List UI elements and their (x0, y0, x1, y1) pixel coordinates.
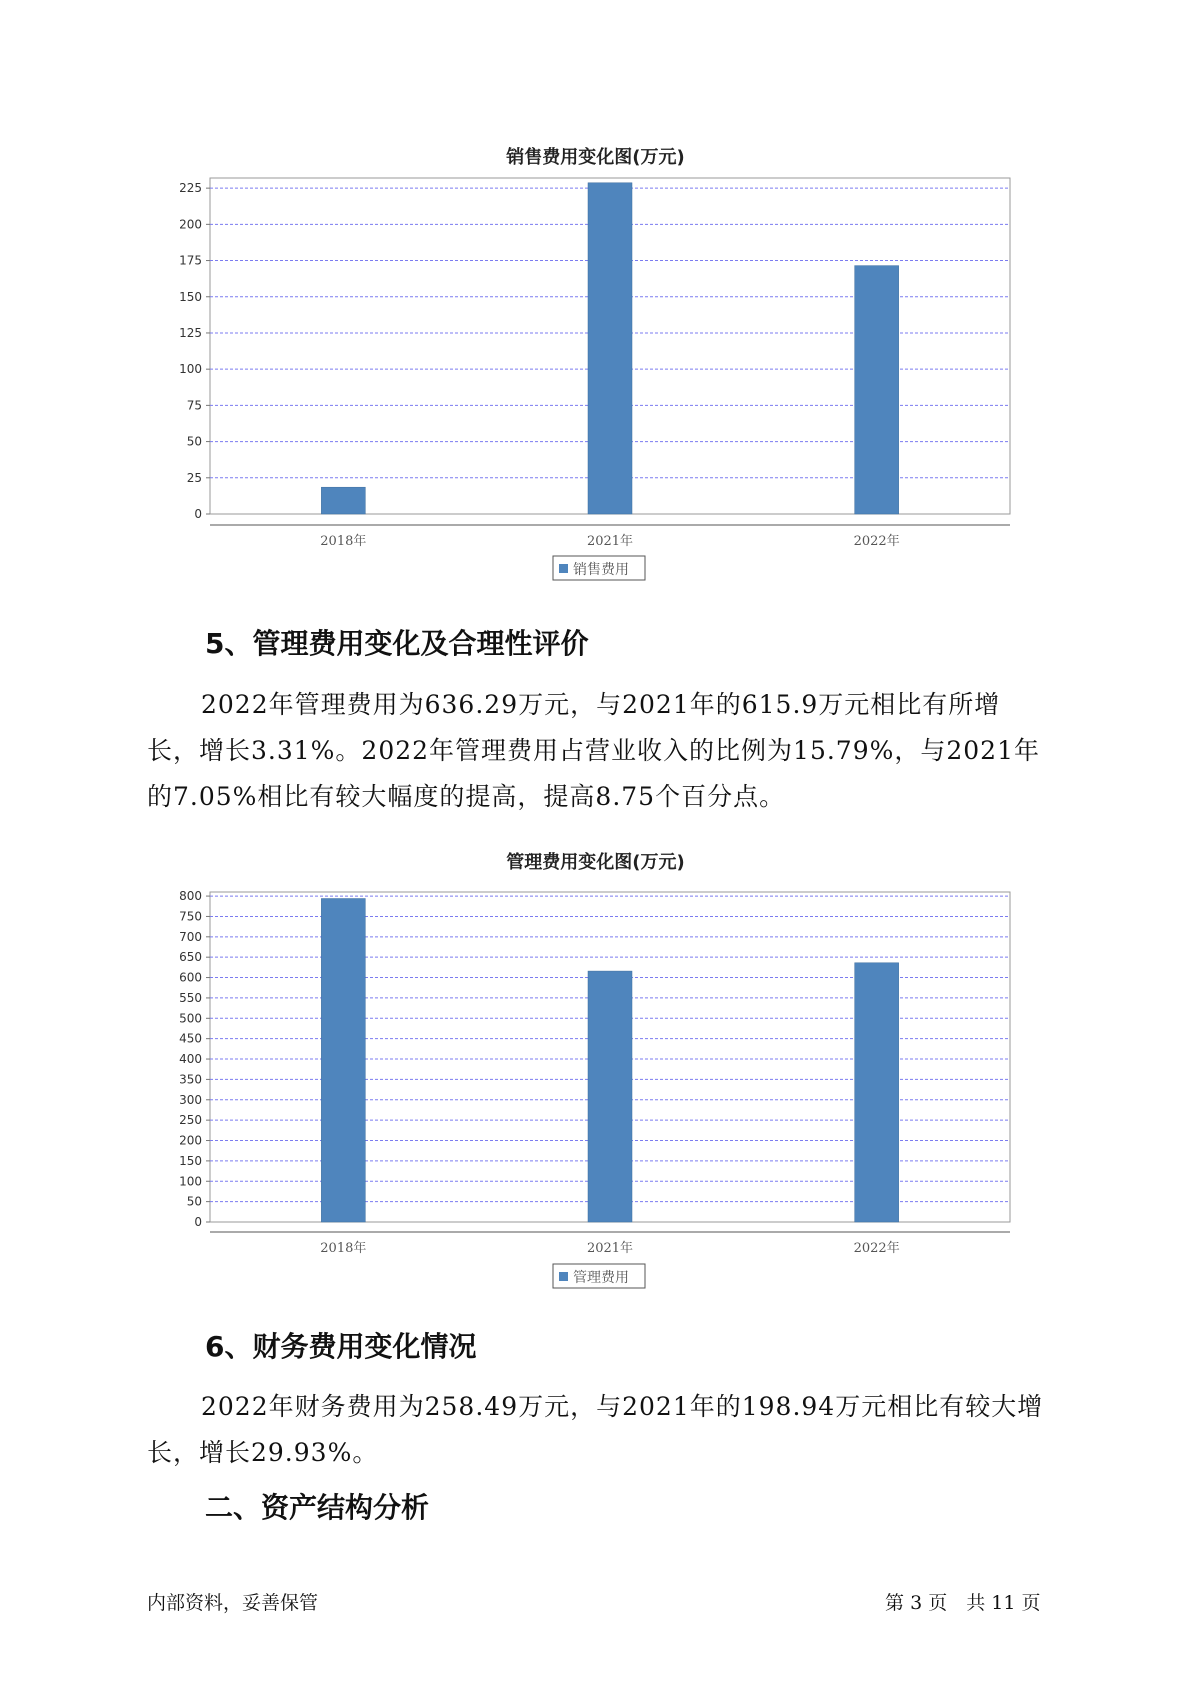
legend-label: 管理费用 (573, 1270, 629, 1286)
page-prefix: 第 (885, 1592, 905, 1614)
y-tick-label: 250 (179, 1113, 202, 1128)
y-tick-label: 550 (179, 990, 202, 1005)
section-heading: 6、财务费用变化情况 (205, 1330, 477, 1363)
x-tick-label: 2018年 (320, 534, 367, 549)
y-tick-label: 700 (179, 929, 202, 944)
y-tick-label: 200 (179, 1133, 202, 1148)
y-tick-label: 200 (179, 217, 202, 232)
y-tick-label: 500 (179, 1011, 202, 1026)
y-tick-label: 350 (179, 1072, 202, 1087)
body-paragraph: 2022年财务费用为258.49万元，与2021年的198.94万元相比有较大增长，增长29.93%。 (147, 1392, 1044, 1467)
y-tick-label: 225 (179, 181, 202, 196)
y-tick-label: 125 (179, 325, 202, 340)
page-mid: 页 共 (928, 1592, 986, 1614)
section-heading: 5、管理费用变化及合理性评价 (205, 627, 589, 660)
y-tick-label: 600 (179, 970, 202, 985)
y-tick-label: 750 (179, 909, 202, 924)
y-tick-label: 150 (179, 1153, 202, 1168)
y-tick-label: 100 (179, 362, 202, 377)
chart-title: 管理费用变化图(万元) (506, 852, 685, 873)
y-tick-label: 0 (194, 507, 202, 521)
page-number (885, 1588, 1041, 1615)
page-current: 3 (910, 1592, 923, 1614)
y-tick-label: 50 (186, 1194, 202, 1209)
footer-note: 内部资料，妥善保管 (147, 1592, 319, 1614)
bar (588, 971, 632, 1222)
page-suffix: 页 (1021, 1592, 1041, 1614)
y-tick-label: 75 (186, 398, 202, 413)
y-tick-label: 400 (179, 1052, 202, 1067)
section-heading: 二、资产结构分析 (205, 1491, 430, 1524)
x-tick-label: 2022年 (853, 534, 900, 549)
x-tick-label: 2022年 (853, 1241, 900, 1256)
y-tick-label: 450 (179, 1031, 202, 1046)
y-tick-label: 175 (179, 253, 202, 268)
y-tick-label: 650 (179, 950, 202, 965)
x-tick-label: 2021年 (586, 534, 634, 549)
legend-label: 销售费用 (573, 562, 629, 578)
y-tick-label: 150 (179, 289, 202, 304)
x-tick-label: 2021年 (586, 1241, 634, 1256)
body-paragraph: 2022年管理费用为636.29万元，与2021年的615.9万元相比有所增长，增长3.31%。2022年管理费用占营业收入的比例为15.79%，与2021年的7.05%相比有较大幅度的提高，提高8.75个百分点。 (147, 690, 1040, 811)
y-tick-label: 800 (179, 889, 202, 904)
y-tick-label: 0 (194, 1215, 202, 1229)
x-tick-label: 2018年 (320, 1241, 367, 1256)
page-total: 11 (991, 1592, 1016, 1614)
y-tick-label: 100 (179, 1174, 202, 1189)
legend-swatch (559, 1272, 568, 1281)
chart-title: 销售费用变化图(万元) (506, 147, 685, 168)
y-tick-label: 25 (186, 470, 202, 485)
y-tick-label: 300 (179, 1092, 202, 1107)
y-tick-label: 50 (186, 434, 202, 449)
bar (855, 963, 899, 1222)
bar (321, 899, 365, 1222)
